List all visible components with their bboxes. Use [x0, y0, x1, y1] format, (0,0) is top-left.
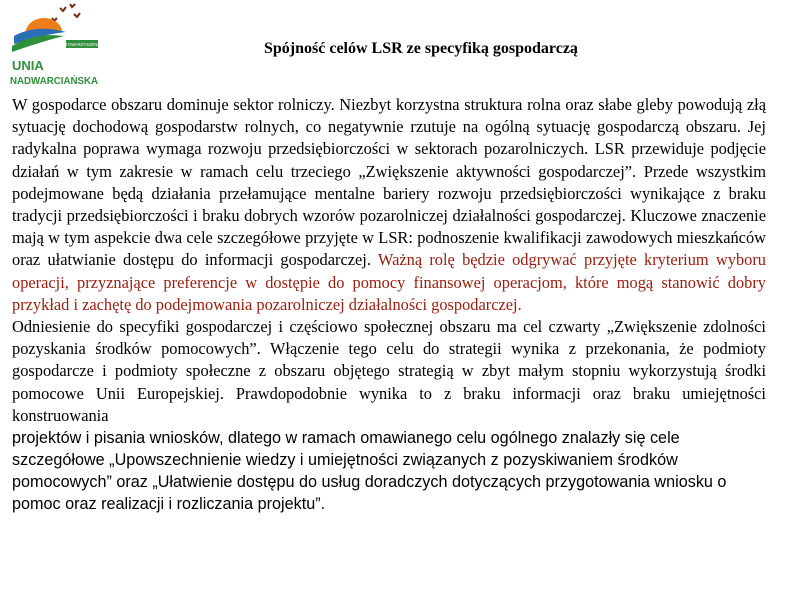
logo-tag-text: STOWARZYSZENIE [62, 42, 102, 47]
logo-graphic [6, 2, 102, 92]
body-text-part-1: W gospodarce obszaru dominuje sektor rolniczy. Niezbyt korzystna struktura rolna oraz słabe gleby powodują złą sytuację dochodową gospodarstw rolnych, co negatywnie rzutuje na ogólną sytuację gospodarczą obszaru. Jej radykalna poprawa wymaga rozwoju przedsiębiorczości w sektorach pozarolniczych. LSR przewiduje podjęcie działań w tym zakresie w ramach celu trzeciego „Zwiększenie aktywności gospodarczej”. Przede wszystkim podejmowane będą działania przełamujące mentalne bariery rozwoju przedsiębiorczości wynikające z braku tradycji przedsiębiorczości i braku dobrych wzorów pozarolniczej działalności gospodarczej. Kluczowe znaczenie mają w tym aspekcie dwa cele szczegółowe przyjęte w LSR: podnoszenie kwalifikacji zawodowych mieszkańców oraz ułatwianie dostępu do informacji gospodarczej. [12, 95, 766, 270]
logo-bottom-word: NADWARCIAŃSKA [10, 76, 102, 87]
body-text [12, 94, 766, 515]
logo-top-word: UNIA [12, 58, 44, 73]
unia-nadwarcianska-logo [6, 2, 102, 92]
bird-icon [74, 13, 80, 17]
serif-paragraph [12, 94, 766, 427]
bird-icon [60, 7, 66, 11]
body-text-part-2: Odniesienie do specyfiki gospodarczej i częściowo społecznej obszaru ma cel czwarty „Zwiększenie zdolności pozyskania środków pomocowych”. Włączenie tego celu do strategii wynika z przekonania, że podmioty gospodarcze i podmioty społeczne z obszaru objętego strategią w zbyt małym stopniu wykorzystują środki pomocowe Unii Europejskiej. Prawdopodobnie wynika to z braku informacji oraz braku umiejętności konstruowania [12, 317, 766, 425]
sans-paragraph-2: szczegółowe „Upowszechnienie wiedzy i umiejętności związanych z pozyskiwaniem środków pomocowych” oraz „Ułatwienie dostępu do usług doradczych dotyczących przygotowania wniosku o pomoc oraz realizacji i rozliczania projektu”. [12, 451, 727, 514]
bird-icon [70, 4, 75, 7]
page-title: Spójność celów LSR ze specyfiką gospodarczą [264, 40, 578, 57]
sans-paragraph-1: projektów i pisania wniosków, dlatego w ramach omawianego celu ogólnego znalazły się cele [12, 429, 680, 448]
highlighted-text: Ważną rolę będzie odgrywać przyjęte kryterium wyboru operacji, przyznające preferencje w dostępie do pomocy finansowej operacjom, które mogą stanowić dobry przykład i zachętę do podejmowania pozarolniczej działalności gospodarczej. [12, 250, 766, 314]
